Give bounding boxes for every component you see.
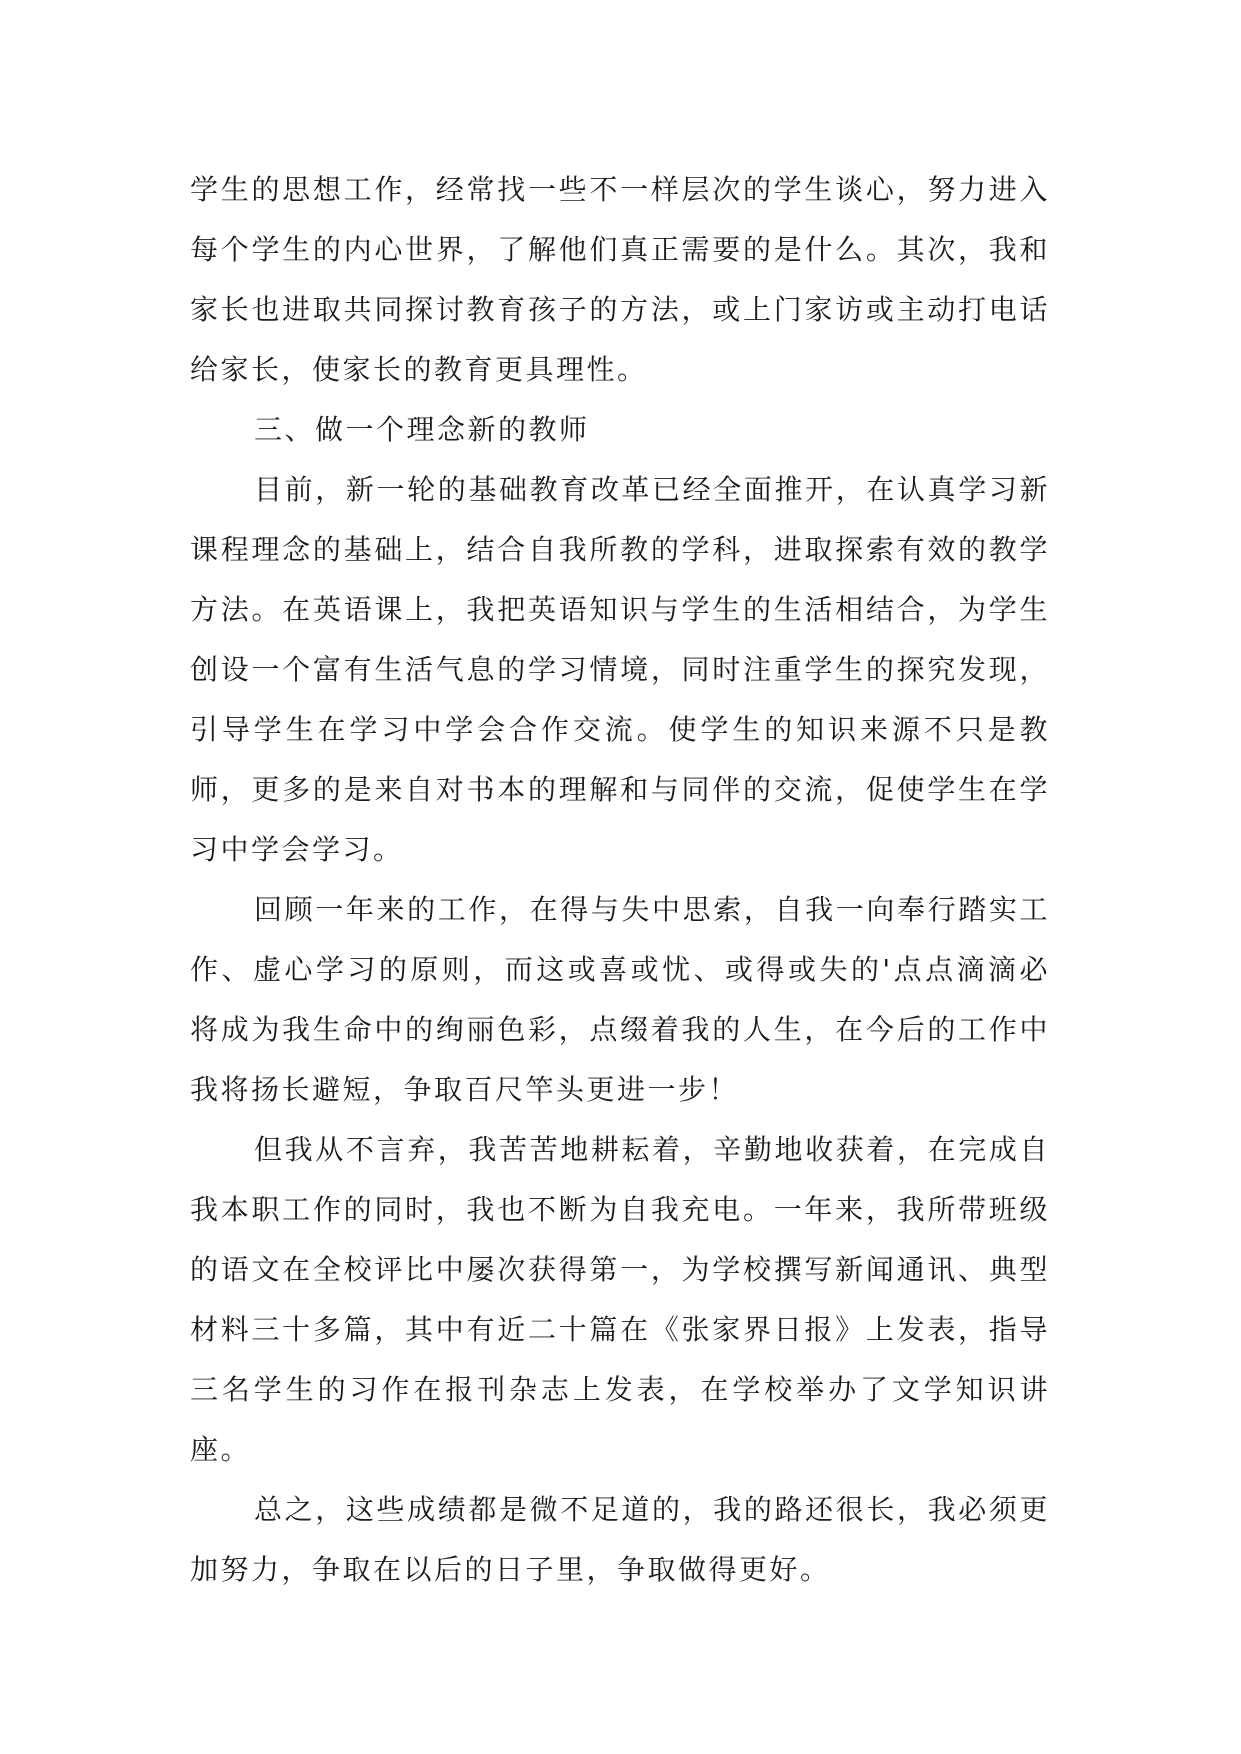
section-heading: 三、做一个理念新的教师 xyxy=(254,413,590,446)
document-body xyxy=(190,160,1050,1600)
paragraph-1: 学生的思想工作，经常找一些不一样层次的学生谈心，努力进入每个学生的内心世界，了解他们真正需要的是什么。其次，我和家长也进取共同探讨教育孩子的方法，或上门家访或主动打电话给家长，使家长的教育更具理性。 xyxy=(190,173,1050,386)
paragraph-2: 目前，新一轮的基础教育改革已经全面推开，在认真学习新课程理念的基础上，结合自我所教的学科，进取探索有效的教学方法。在英语课上，我把英语知识与学生的生活相结合，为学生创设一个富有生活气息的学习情境，同时注重学生的探究发现，引导学生在学习中学会合作交流。使学生的知识来源不只是教师，更多的是来自对书本的理解和与同伴的交流，促使学生在学习中学会学习。 xyxy=(190,473,1050,866)
paragraph-3: 回顾一年来的工作，在得与失中思索，自我一向奉行踏实工作、虚心学习的原则，而这或喜或忧、或得或失的'点点滴滴必将成为我生命中的绚丽色彩，点缀着我的人生，在今后的工作中我将扬长避短，争取百尺竿头更进一步！ xyxy=(190,893,1050,1106)
paragraph-5: 总之，这些成绩都是微不足道的，我的路还很长，我必须更加努力，争取在以后的日子里，争取做得更好。 xyxy=(190,1493,1050,1586)
paragraph-4: 但我从不言弃，我苦苦地耕耘着，辛勤地收获着，在完成自我本职工作的同时，我也不断为自我充电。一年来，我所带班级的语文在全校评比中屡次获得第一，为学校撰写新闻通讯、典型材料三十多篇，其中有近二十篇在《张家界日报》上发表，指导三名学生的习作在报刊杂志上发表，在学校举办了文学知识讲座。 xyxy=(190,1133,1050,1466)
